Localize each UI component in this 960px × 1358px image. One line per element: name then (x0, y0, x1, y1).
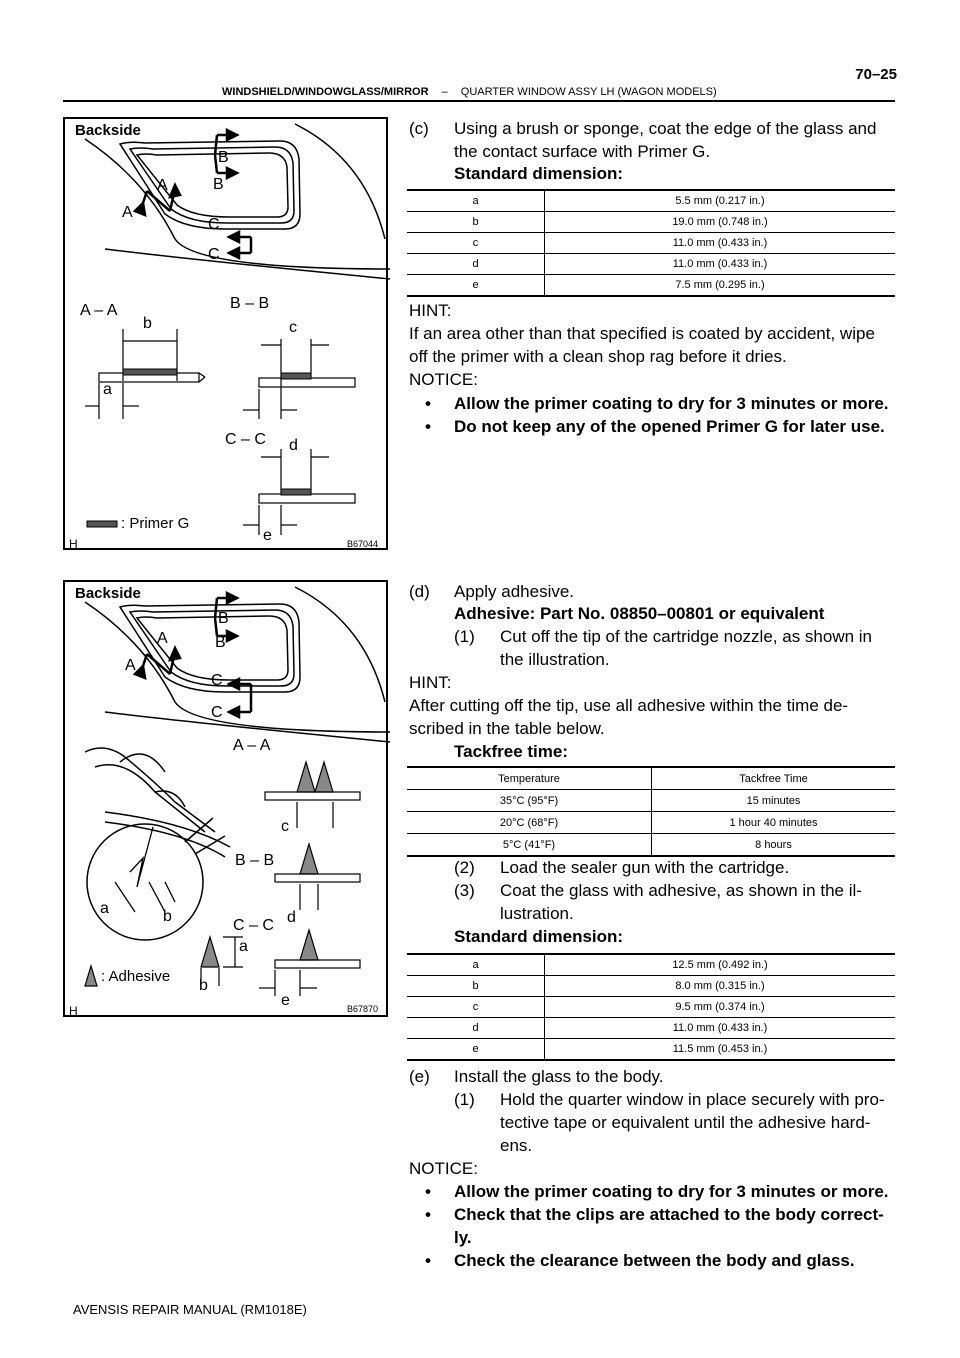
dim-c: c (289, 319, 297, 336)
table-cell: 11.0 mm (0.433 in.) (545, 1018, 896, 1039)
substep-text: the illustration. (500, 650, 610, 669)
bullet: • (425, 394, 431, 413)
table-row (407, 1039, 895, 1061)
dim-b: b (163, 908, 172, 925)
table-cell: 11.0 mm (0.433 in.) (545, 254, 896, 275)
tackfree-table (407, 766, 895, 857)
table-row (407, 1018, 895, 1039)
table-row (407, 790, 895, 812)
substep-label: (3) (454, 881, 475, 900)
table-cell: a (407, 190, 545, 212)
table-row (407, 976, 895, 997)
table-cell: d (407, 254, 545, 275)
figure-primer (63, 117, 388, 550)
substep-text: tective tape or equivalent until the adhesive hard- (500, 1113, 871, 1132)
adhesive-part: Adhesive: Part No. 08850–00801 or equivalent (454, 604, 825, 623)
table-row (407, 954, 895, 976)
table-cell: 5.5 mm (0.217 in.) (545, 190, 896, 212)
table-row (407, 254, 895, 275)
table-header-row (407, 767, 895, 790)
section-a-a: A – A (233, 737, 271, 754)
hint-text: scribed in the table below. (409, 719, 605, 738)
figure-primer-drawing (65, 119, 390, 552)
label-A: A (125, 657, 136, 674)
dim-b: b (143, 315, 152, 332)
tackfree-title: Tackfree time: (454, 742, 569, 761)
table-cell: 35°C (95°F) (407, 790, 652, 812)
header-rule (63, 100, 895, 102)
table-cell: 8.0 mm (0.315 in.) (545, 976, 896, 997)
substep-text: lustration. (500, 904, 574, 923)
table-cell: b (407, 976, 545, 997)
standard-dimension-table-1 (407, 189, 895, 297)
substep-label: (1) (454, 1090, 475, 1109)
step-e-label: (e) (409, 1067, 430, 1086)
hint-text: off the primer with a clean shop rag before it dries. (409, 347, 787, 366)
hint-title: HINT: (409, 301, 452, 320)
legend-primer: : Primer G (121, 515, 190, 532)
section-b-b: B – B (235, 852, 275, 869)
label-A: A (122, 204, 133, 221)
legend-adhesive: : Adhesive (101, 968, 171, 985)
figure-title: Backside (75, 585, 141, 602)
substep-text: Load the sealer gun with the cartridge. (500, 858, 790, 877)
table-header-cell: Tackfree Time (652, 767, 896, 790)
header-separator: – (441, 86, 448, 98)
notice-title: NOTICE: (409, 370, 478, 389)
dim-d: d (289, 437, 298, 454)
notice-item: Allow the primer coating to dry for 3 minutes or more. (454, 1182, 889, 1201)
label-C: C (211, 704, 223, 721)
step-d-label: (d) (409, 582, 430, 601)
notice-title: NOTICE: (409, 1159, 478, 1178)
table-cell: 12.5 mm (0.492 in.) (545, 954, 896, 976)
notice-item: Check the clearance between the body and glass. (454, 1251, 855, 1270)
table-cell: a (407, 954, 545, 976)
bullet: • (425, 1251, 431, 1270)
step-c-label: (c) (409, 119, 429, 138)
table-row (407, 233, 895, 254)
figure-id: B67870 (347, 1004, 379, 1014)
table-row (407, 812, 895, 834)
figure-adhesive-drawing (65, 582, 390, 1019)
label-A: A (157, 630, 168, 647)
dim-a: a (239, 938, 248, 955)
table-cell: 8 hours (652, 834, 896, 857)
table-cell: 11.5 mm (0.453 in.) (545, 1039, 896, 1061)
section-c-c: C – C (225, 431, 266, 448)
label-B: B (218, 149, 229, 166)
figure-h: H (69, 1004, 78, 1018)
table-cell: c (407, 997, 545, 1018)
table-cell: 5°C (41°F) (407, 834, 652, 857)
step-d-text: Apply adhesive. (454, 582, 575, 601)
standard-dimension-title: Standard dimension: (454, 164, 624, 183)
table-cell: e (407, 275, 545, 297)
hint-text: After cutting off the tip, use all adhesive within the time de- (409, 696, 849, 715)
label-C: C (208, 216, 220, 233)
bullet: • (425, 1182, 431, 1201)
substep-text: Cut off the tip of the cartridge nozzle, as shown in (500, 627, 873, 646)
table-cell: 9.5 mm (0.374 in.) (545, 997, 896, 1018)
notice-item: Allow the primer coating to dry for 3 minutes or more. (454, 394, 889, 413)
section-c-c: C – C (233, 917, 274, 934)
table-header-cell: Temperature (407, 767, 652, 790)
substep-text: Coat the glass with adhesive, as shown in the il- (500, 881, 862, 900)
table-cell: 7.5 mm (0.295 in.) (545, 275, 896, 297)
figure-title: Backside (75, 122, 141, 139)
table-row (407, 190, 895, 212)
dim-e: e (263, 527, 272, 544)
table-cell: 11.0 mm (0.433 in.) (545, 233, 896, 254)
table-row (407, 834, 895, 857)
standard-dimension-table-2 (407, 953, 895, 1061)
substep-label: (2) (454, 858, 475, 877)
standard-dimension-title: Standard dimension: (454, 927, 624, 946)
section-a-a: A – A (80, 302, 118, 319)
dim-a: a (100, 900, 109, 917)
substep-label: (1) (454, 627, 475, 646)
dim-c: c (281, 818, 289, 835)
label-B: B (215, 634, 226, 651)
table-cell: 15 minutes (652, 790, 896, 812)
label-A: A (157, 177, 168, 194)
notice-item-cont: ly. (454, 1228, 472, 1247)
dim-a: a (103, 381, 112, 398)
bullet: • (425, 417, 431, 436)
table-cell: 19.0 mm (0.748 in.) (545, 212, 896, 233)
running-header (222, 86, 717, 98)
table-row (407, 275, 895, 297)
figure-id: B67044 (347, 539, 379, 549)
table-cell: 20°C (68°F) (407, 812, 652, 834)
notice-item: Do not keep any of the opened Primer G for later use. (454, 417, 885, 436)
dim-b: b (199, 977, 208, 994)
step-c-text: Using a brush or sponge, coat the edge of the glass and (454, 119, 877, 138)
hint-text: If an area other than that specified is coated by accident, wipe (409, 324, 875, 343)
notice-item: Check that the clips are attached to the body correct- (454, 1205, 884, 1224)
table-cell: c (407, 233, 545, 254)
subsection-title: QUARTER WINDOW ASSY LH (WAGON MODELS) (460, 86, 717, 98)
table-cell: d (407, 1018, 545, 1039)
footer-manual: AVENSIS REPAIR MANUAL (RM1018E) (73, 1302, 307, 1317)
page-number: 70–25 (855, 66, 897, 83)
dim-e: e (281, 992, 290, 1009)
label-B: B (213, 176, 224, 193)
table-row (407, 997, 895, 1018)
dim-d: d (287, 909, 296, 926)
label-C: C (211, 672, 223, 689)
section-title: WINDSHIELD/WINDOWGLASS/MIRROR (222, 86, 429, 98)
table-cell: b (407, 212, 545, 233)
table-row (407, 212, 895, 233)
section-b-b: B – B (230, 295, 270, 312)
table-cell: e (407, 1039, 545, 1061)
hint-title: HINT: (409, 673, 452, 692)
label-C: C (208, 246, 220, 263)
bullet: • (425, 1205, 431, 1224)
figure-adhesive (63, 580, 388, 1017)
substep-text: ens. (500, 1136, 533, 1155)
step-e-text: Install the glass to the body. (454, 1067, 664, 1086)
substep-text: Hold the quarter window in place securely with pro- (500, 1090, 885, 1109)
table-cell: 1 hour 40 minutes (652, 812, 896, 834)
figure-h: H (69, 537, 78, 551)
step-c-text: the contact surface with Primer G. (454, 142, 711, 161)
label-B: B (218, 610, 229, 627)
